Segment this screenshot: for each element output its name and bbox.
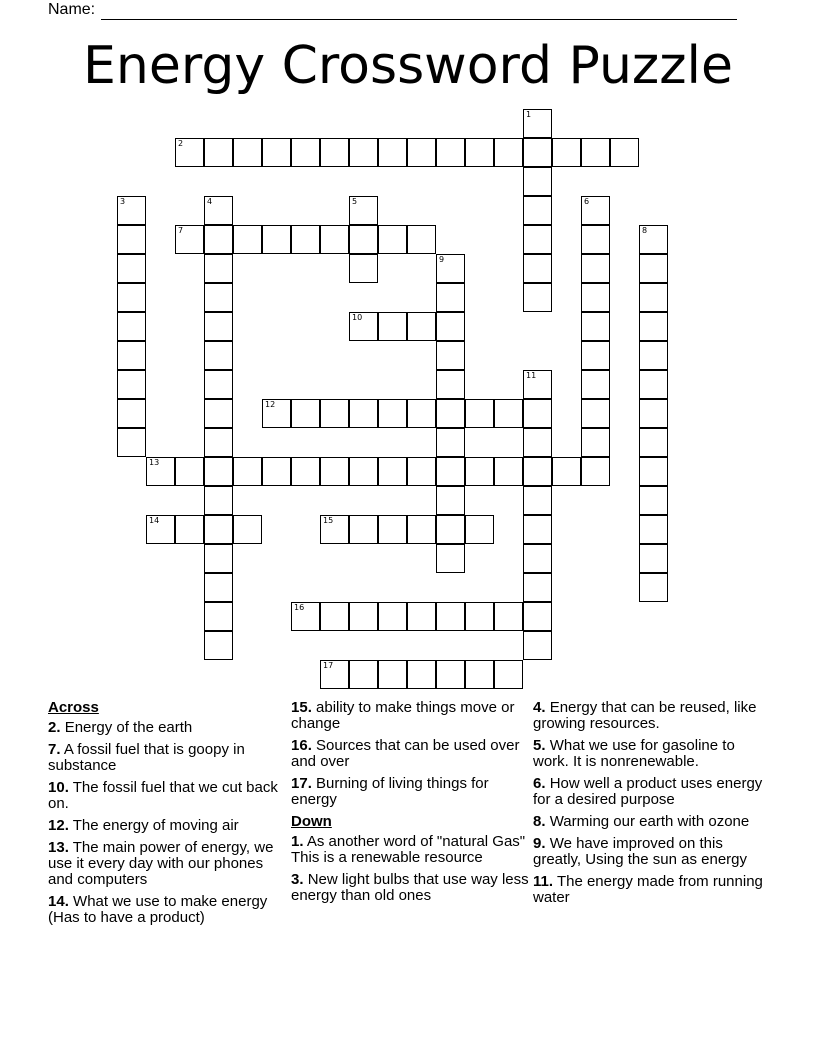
crossword-cell[interactable] xyxy=(291,225,320,254)
crossword-cell[interactable] xyxy=(639,370,668,399)
across-clue: 16. Sources that can be used over and over xyxy=(291,737,520,770)
crossword-cell[interactable] xyxy=(117,283,146,312)
crossword-cell[interactable] xyxy=(436,138,465,167)
clue-text: Burning of living things for energy xyxy=(291,775,489,808)
crossword-cell[interactable] xyxy=(117,312,146,341)
crossword-cell[interactable] xyxy=(117,225,146,254)
crossword-cell[interactable] xyxy=(349,660,378,689)
clue-text: We have improved on this greatly, Using the sun as energy xyxy=(533,835,748,868)
crossword-cell[interactable] xyxy=(581,457,610,486)
crossword-cell[interactable] xyxy=(639,457,668,486)
crossword-cell[interactable] xyxy=(407,399,436,428)
name-label: Name: xyxy=(48,1,96,18)
crossword-cell[interactable] xyxy=(378,515,407,544)
crossword-cell[interactable] xyxy=(204,370,233,399)
crossword-cell[interactable] xyxy=(204,486,233,515)
crossword-cell[interactable] xyxy=(349,196,378,225)
clue-text: What we use for gasoline to work. It is nonrenewable. xyxy=(533,737,735,770)
clue-text: A fossil fuel that is goopy in substance xyxy=(48,741,245,774)
down-clue: 3. New light bulbs that use way less energy than old ones xyxy=(291,871,529,904)
crossword-cell[interactable] xyxy=(378,602,407,631)
crossword-cell[interactable] xyxy=(320,602,349,631)
cell-number: 6 xyxy=(584,197,590,206)
cell-number: 17 xyxy=(323,661,334,670)
cell-number: 5 xyxy=(352,197,358,206)
crossword-cell[interactable] xyxy=(320,515,349,544)
crossword-cell[interactable] xyxy=(436,457,465,486)
crossword-cell[interactable] xyxy=(436,370,465,399)
cell-number: 16 xyxy=(294,603,305,612)
crossword-cell[interactable] xyxy=(407,660,436,689)
clue-number: 9 xyxy=(533,835,542,852)
across-clue: 12. The energy of moving air xyxy=(48,817,239,834)
crossword-cell[interactable] xyxy=(233,138,262,167)
crossword-cell[interactable] xyxy=(175,225,204,254)
crossword-cell[interactable] xyxy=(204,225,233,254)
crossword-cell[interactable] xyxy=(436,486,465,515)
crossword-cell[interactable] xyxy=(436,283,465,312)
page-title: Energy Crossword Puzzle xyxy=(83,36,733,96)
crossword-cell[interactable] xyxy=(436,544,465,573)
crossword-cell[interactable] xyxy=(320,138,349,167)
down-clue: 5. What we use for gasoline to work. It is nonrenewable. xyxy=(533,737,735,770)
cell-number: 4 xyxy=(207,197,213,206)
crossword-cell[interactable] xyxy=(639,399,668,428)
clue-number: 16 xyxy=(291,737,308,754)
crossword-cell[interactable] xyxy=(204,428,233,457)
crossword-cell[interactable] xyxy=(610,138,639,167)
crossword-cell[interactable] xyxy=(407,312,436,341)
crossword-cell[interactable] xyxy=(523,457,552,486)
crossword-cell[interactable] xyxy=(436,341,465,370)
crossword-cell[interactable] xyxy=(523,167,552,196)
crossword-cell[interactable] xyxy=(465,138,494,167)
crossword-cell[interactable] xyxy=(291,602,320,631)
crossword-cell[interactable] xyxy=(378,660,407,689)
clue-number: 10 xyxy=(48,779,65,796)
crossword-cell[interactable] xyxy=(639,428,668,457)
crossword-cell[interactable] xyxy=(436,660,465,689)
crossword-cell[interactable] xyxy=(407,515,436,544)
crossword-cell[interactable] xyxy=(523,399,552,428)
crossword-cell[interactable] xyxy=(291,457,320,486)
crossword-cell[interactable] xyxy=(523,428,552,457)
crossword-cell[interactable] xyxy=(349,138,378,167)
clue-number: 15 xyxy=(291,699,308,716)
cell-number: 13 xyxy=(149,458,160,467)
crossword-cell[interactable] xyxy=(204,138,233,167)
crossword-cell[interactable] xyxy=(378,312,407,341)
crossword-cell[interactable] xyxy=(204,254,233,283)
crossword-cell[interactable] xyxy=(523,283,552,312)
clue-text: The fossil fuel that we cut back on. xyxy=(48,779,278,812)
crossword-cell[interactable] xyxy=(523,544,552,573)
crossword-cell[interactable] xyxy=(407,457,436,486)
cell-number: 1 xyxy=(526,110,532,119)
across-clue: 15. ability to make things move or change xyxy=(291,699,515,732)
down-clue: 6. How well a product uses energy for a desired purpose xyxy=(533,775,763,808)
crossword-cell[interactable] xyxy=(494,660,523,689)
across-clue: 13. The main power of energy, we use it every day with our phones and computers xyxy=(48,839,274,888)
clue-number: 4 xyxy=(533,699,542,716)
crossword-cell[interactable] xyxy=(349,225,378,254)
cell-number: 8 xyxy=(642,226,648,235)
across-heading: Across xyxy=(48,699,99,716)
crossword-cell[interactable] xyxy=(639,515,668,544)
crossword-cell[interactable] xyxy=(262,399,291,428)
crossword-cell[interactable] xyxy=(639,283,668,312)
crossword-cell[interactable] xyxy=(581,428,610,457)
crossword-cell[interactable] xyxy=(378,225,407,254)
crossword-cell[interactable] xyxy=(581,370,610,399)
across-clue: 14. What we use to make energy (Has to have a product) xyxy=(48,893,268,926)
crossword-cell[interactable] xyxy=(436,312,465,341)
clue-column-2 xyxy=(291,700,531,910)
crossword-cell[interactable] xyxy=(146,515,175,544)
crossword-cell[interactable] xyxy=(204,573,233,602)
crossword-cell[interactable] xyxy=(581,225,610,254)
crossword-cell[interactable] xyxy=(581,196,610,225)
crossword-cell[interactable] xyxy=(233,225,262,254)
clue-text: Warming our earth with ozone xyxy=(549,813,750,830)
crossword-cell[interactable] xyxy=(465,515,494,544)
across-clue: 17. Burning of living things for energy xyxy=(291,775,489,808)
crossword-cell[interactable] xyxy=(320,399,349,428)
down-heading: Down xyxy=(291,813,332,830)
crossword-cell[interactable] xyxy=(639,486,668,515)
crossword-cell[interactable] xyxy=(639,254,668,283)
crossword-cell[interactable] xyxy=(117,341,146,370)
crossword-cell[interactable] xyxy=(494,602,523,631)
crossword-cell[interactable] xyxy=(378,457,407,486)
crossword-cell[interactable] xyxy=(465,660,494,689)
across-clue: 2. Energy of the earth xyxy=(48,719,193,736)
cell-number: 11 xyxy=(526,371,537,380)
crossword-cell[interactable] xyxy=(581,138,610,167)
crossword-cell[interactable] xyxy=(291,138,320,167)
crossword-cell[interactable] xyxy=(407,602,436,631)
crossword-cell[interactable] xyxy=(407,225,436,254)
crossword-cell[interactable] xyxy=(204,544,233,573)
crossword-cell[interactable] xyxy=(349,312,378,341)
clue-number: 2 xyxy=(48,719,57,736)
clue-number: 6 xyxy=(533,775,542,792)
clue-number: 5 xyxy=(533,737,542,754)
clue-number: 13 xyxy=(48,839,65,856)
clue-number: 7 xyxy=(48,741,57,758)
clue-text: ability to make things move or change xyxy=(291,699,515,732)
crossword-cell[interactable] xyxy=(117,399,146,428)
crossword-cell[interactable] xyxy=(523,225,552,254)
crossword-cell[interactable] xyxy=(175,457,204,486)
down-clue: 11. The energy made from running water xyxy=(533,873,763,906)
crossword-cell[interactable] xyxy=(204,602,233,631)
clue-number: 14 xyxy=(48,893,65,910)
crossword-cell[interactable] xyxy=(523,573,552,602)
cell-number: 14 xyxy=(149,516,160,525)
clue-column-1 xyxy=(48,700,288,932)
crossword-cell[interactable] xyxy=(581,312,610,341)
cell-number: 10 xyxy=(352,313,363,322)
crossword-cell[interactable] xyxy=(639,544,668,573)
clue-text: The main power of energy, we use it every day with our phones and computers xyxy=(48,839,274,888)
crossword-cell[interactable] xyxy=(523,254,552,283)
crossword-cell[interactable] xyxy=(204,399,233,428)
crossword-cell[interactable] xyxy=(349,399,378,428)
clue-number: 8 xyxy=(533,813,542,830)
cell-number: 2 xyxy=(178,139,184,148)
crossword-cell[interactable] xyxy=(436,515,465,544)
crossword-cell[interactable] xyxy=(552,138,581,167)
crossword-cell[interactable] xyxy=(349,457,378,486)
crossword-cell[interactable] xyxy=(436,602,465,631)
cell-number: 7 xyxy=(178,226,184,235)
clue-number: 1 xyxy=(291,833,300,850)
crossword-cell[interactable] xyxy=(552,457,581,486)
clue-column-3 xyxy=(533,700,773,912)
clue-text: New light bulbs that use way less energy than old ones xyxy=(291,871,529,904)
clue-text: What we use to make energy (Has to have a product) xyxy=(48,893,268,926)
crossword-cell[interactable] xyxy=(349,515,378,544)
crossword-cell[interactable] xyxy=(378,138,407,167)
crossword-cell[interactable] xyxy=(204,196,233,225)
clue-number: 12 xyxy=(48,817,65,834)
crossword-cell[interactable] xyxy=(465,602,494,631)
cell-number: 3 xyxy=(120,197,126,206)
crossword-cell[interactable] xyxy=(204,515,233,544)
crossword-cell[interactable] xyxy=(233,457,262,486)
clue-text: How well a product uses energy for a desired purpose xyxy=(533,775,763,808)
crossword-cell[interactable] xyxy=(320,225,349,254)
crossword-cell[interactable] xyxy=(581,254,610,283)
crossword-cell[interactable] xyxy=(262,457,291,486)
crossword-cell[interactable] xyxy=(175,138,204,167)
cell-number: 9 xyxy=(439,255,445,264)
cell-number: 15 xyxy=(323,516,334,525)
crossword-cell[interactable] xyxy=(204,312,233,341)
crossword-cell[interactable] xyxy=(291,399,320,428)
clue-number: 3 xyxy=(291,871,300,888)
crossword-cell[interactable] xyxy=(407,138,436,167)
crossword-cell[interactable] xyxy=(204,341,233,370)
crossword-cell[interactable] xyxy=(436,254,465,283)
crossword-cell[interactable] xyxy=(378,399,407,428)
across-clue: 7. A fossil fuel that is goopy in substance xyxy=(48,741,245,774)
crossword-cell[interactable] xyxy=(262,225,291,254)
crossword-cell[interactable] xyxy=(436,428,465,457)
crossword-cell[interactable] xyxy=(349,254,378,283)
down-clue: 4. Energy that can be reused, like growing resources. xyxy=(533,699,757,732)
clue-text: Energy that can be reused, like growing resources. xyxy=(533,699,757,732)
crossword-cell[interactable] xyxy=(204,457,233,486)
crossword-cell[interactable] xyxy=(465,457,494,486)
clue-number: 17 xyxy=(291,775,308,792)
crossword-cell[interactable] xyxy=(320,660,349,689)
crossword-cell[interactable] xyxy=(581,283,610,312)
crossword-cell[interactable] xyxy=(523,370,552,399)
cell-number: 12 xyxy=(265,400,276,409)
clue-text: As another word of "natural Gas" This is a renewable resource xyxy=(291,833,526,866)
crossword-cell[interactable] xyxy=(523,196,552,225)
crossword-cell[interactable] xyxy=(523,486,552,515)
crossword-cell[interactable] xyxy=(117,254,146,283)
crossword-cell[interactable] xyxy=(523,631,552,660)
clue-text: Sources that can be used over and over xyxy=(291,737,520,770)
crossword-cell[interactable] xyxy=(204,631,233,660)
down-clue: 9. We have improved on this greatly, Using the sun as energy xyxy=(533,835,748,868)
crossword-cell[interactable] xyxy=(523,138,552,167)
crossword-cell[interactable] xyxy=(465,399,494,428)
clue-number: 11 xyxy=(533,873,549,890)
crossword-cell[interactable] xyxy=(494,138,523,167)
crossword-cell[interactable] xyxy=(494,399,523,428)
crossword-cell[interactable] xyxy=(262,138,291,167)
crossword-cell[interactable] xyxy=(639,312,668,341)
crossword-cell[interactable] xyxy=(175,515,204,544)
across-clue: 10. The fossil fuel that we cut back on. xyxy=(48,779,278,812)
crossword-cell[interactable] xyxy=(523,602,552,631)
crossword-cell[interactable] xyxy=(581,399,610,428)
crossword-cell[interactable] xyxy=(349,602,378,631)
down-clue: 1. As another word of "natural Gas" This is a renewable resource xyxy=(291,833,526,866)
crossword-cell[interactable] xyxy=(320,457,349,486)
down-clue: 8. Warming our earth with ozone xyxy=(533,813,750,830)
crossword-cell[interactable] xyxy=(117,196,146,225)
crossword-cell[interactable] xyxy=(146,457,175,486)
crossword-cell[interactable] xyxy=(494,457,523,486)
clue-text: The energy made from running water xyxy=(533,873,763,906)
crossword-cell[interactable] xyxy=(639,573,668,602)
crossword-cell[interactable] xyxy=(436,399,465,428)
clue-text: The energy of moving air xyxy=(72,817,239,834)
crossword-cell[interactable] xyxy=(639,225,668,254)
crossword-cell[interactable] xyxy=(639,341,668,370)
crossword-cell[interactable] xyxy=(117,428,146,457)
crossword-cell[interactable] xyxy=(117,370,146,399)
crossword-cell[interactable] xyxy=(233,515,262,544)
crossword-cell[interactable] xyxy=(523,109,552,138)
crossword-cell[interactable] xyxy=(523,515,552,544)
crossword-cell[interactable] xyxy=(581,341,610,370)
clue-text: Energy of the earth xyxy=(64,719,193,736)
crossword-cell[interactable] xyxy=(204,283,233,312)
